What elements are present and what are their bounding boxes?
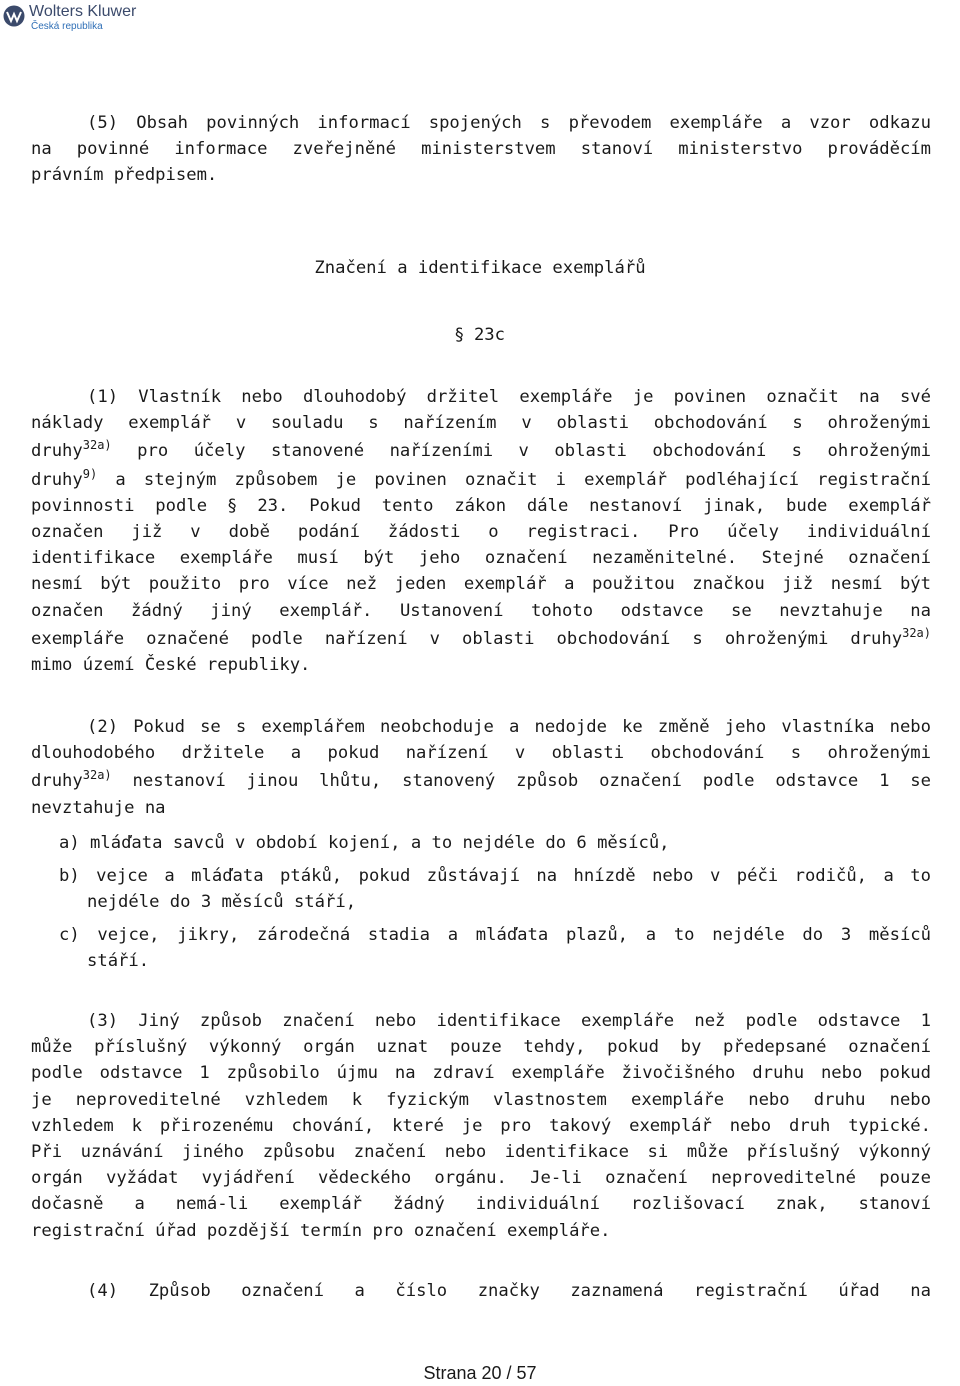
text-line: registrační úřad pozdější termín pro označení exempláře. <box>31 1220 611 1241</box>
paragraph-2: (2) Pokud se s exemplářem neobchoduje a nedojde ke změně jeho vlastníka nebo dlouhodobého držitele a pokud nařízení v oblasti obchodování s ohroženými druhy$^{32a)}$ nestanoví jinou lhůtu, stanovený způsob označení podle odstavce 1 se nevztahuje na <box>31 714 931 821</box>
text-line: dlouhodobého držitele a pokud nařízení v oblasti obchodování s ohroženými <box>31 743 931 764</box>
footnote-ref: 32a) <box>902 625 931 640</box>
text-line: právním předpisem. <box>31 165 218 186</box>
section-sign: § <box>455 325 464 345</box>
text-line: dočasně a nemá-li exemplář žádný individuální rozlišovací znak, stanoví <box>31 1194 931 1215</box>
text-line: (4) Způsob označení a číslo značky zaznamená registrační úřad na <box>87 1281 931 1301</box>
brand-subtitle: Česká republika <box>31 21 103 32</box>
paragraph-5 <box>31 110 931 189</box>
text-line: označen již v době podání žádosti o registraci. Pro účely individuální <box>31 522 931 543</box>
text-line: je neproveditelné vzhledem k fyzickým vlastnostem exempláře nebo druhu nebo <box>31 1089 931 1110</box>
section-title: Značení a identifikace exemplářů <box>314 258 646 278</box>
text-line: náklady exemplář v souladu s nařízením v oblasti obchodování s ohroženými <box>31 413 931 434</box>
list-item: b) vejce a mláďata ptáků, pokud zůstávají na hnízdě nebo v péči rodičů, a to nejdéle do 3 měsíců stáří, <box>59 866 931 913</box>
list-item: c) vejce, jikry, zárodečná stadia a mláďata plazů, a to nejdéle do 3 měsíců stáří. <box>59 925 931 972</box>
text-line: nevztahuje na <box>31 797 166 818</box>
brand-name: Wolters Kluwer <box>29 3 137 20</box>
text-line: vzhledem k přirozenému chování, které je pro takový exemplář nebo druh typické. <box>31 1115 931 1136</box>
wolters-kluwer-logo-icon <box>3 5 25 27</box>
text-line: identifikace exempláře musí být jeho označení nezaměnitelné. Stejné označení <box>31 548 931 569</box>
list-item: a) mláďata savců v období kojení, a to nejdéle do 6 měsíců, <box>59 833 670 853</box>
page-number: Strana 20 / 57 <box>423 1363 537 1383</box>
paragraph-4 <box>31 1278 931 1304</box>
brand-logo <box>3 2 136 36</box>
text-line: na povinné informace zveřejněné ministerstvem stanoví ministerstvo prováděcím <box>31 139 931 160</box>
footnote-ref: 32a) <box>82 438 112 453</box>
section-number: § 23c <box>455 325 505 345</box>
text-line: označen žádný jiný exemplář. Ustanovení tohoto odstavce se nevztahuje na <box>31 600 931 621</box>
text-line: orgán vyžádat vyjádření vědeckého orgánu. Je-li označení neproveditelné pouze <box>31 1168 931 1189</box>
paragraph-3 <box>31 1008 931 1244</box>
footnote-ref: 9) <box>82 466 98 481</box>
text-line: Při uznávání jiného způsobu značení nebo identifikace si může příslušný výkonný <box>31 1142 931 1163</box>
paragraph-1: (1) Vlastník nebo dlouhodobý držitel exempláře je povinen označit na své náklady exemplář v souladu s nařízením v oblasti obchodování s ohroženými druhy$^{32a)}$ pro účely stanovené nařízeními v oblasti obchodování s ohroženými druhy$^{9)}$ a stejným způsobem je povinen označit i exemplář podléhající registrační povinnosti podle § 23. Pokud tento zákon dále nestanoví jinak, bude exemplář označen již v době podání žádosti o registraci. Pro účely individuální identifikace exempláře musí být jeho označení nezaměnitelné. Stejné označení nesmí být použito pro více než jeden exemplář a použitou značkou již nesmí být označen žádný jiný exemplář. Ustanovení tohoto odstavce se nevztahuje na exempláře označené podle nařízení v oblasti obchodování s ohroženými druhy$^{32a)}$ mimo území České republiky. <box>31 384 931 678</box>
text-line: může příslušný výkonný orgán uznat pouze tehdy, pokud by předepsané označení <box>31 1037 931 1058</box>
footnote-ref: 32a) <box>82 768 112 783</box>
text-line: nesmí být použito pro více než jeden exemplář a použitou značkou již nesmí být <box>31 574 931 595</box>
text-line: podle odstavce 1 způsobilo újmu na zdraví exempláře živočišného druhu nebo pokud <box>31 1063 931 1084</box>
text-line: (5) Obsah povinných informací spojených s převodem exempláře a vzor odkazu <box>87 113 931 133</box>
text-line: mimo území České republiky. <box>31 655 311 676</box>
text-line: (3) Jiný způsob značení nebo identifikace exempláře než podle odstavce 1 <box>87 1011 931 1031</box>
text-line: (1) Vlastník nebo dlouhodobý držitel exempláře je povinen označit na své <box>87 387 931 407</box>
text-line: (2) Pokud se s exemplářem neobchoduje a nedojde ke změně jeho vlastníka nebo <box>87 717 931 737</box>
section-sign: § <box>227 495 237 516</box>
